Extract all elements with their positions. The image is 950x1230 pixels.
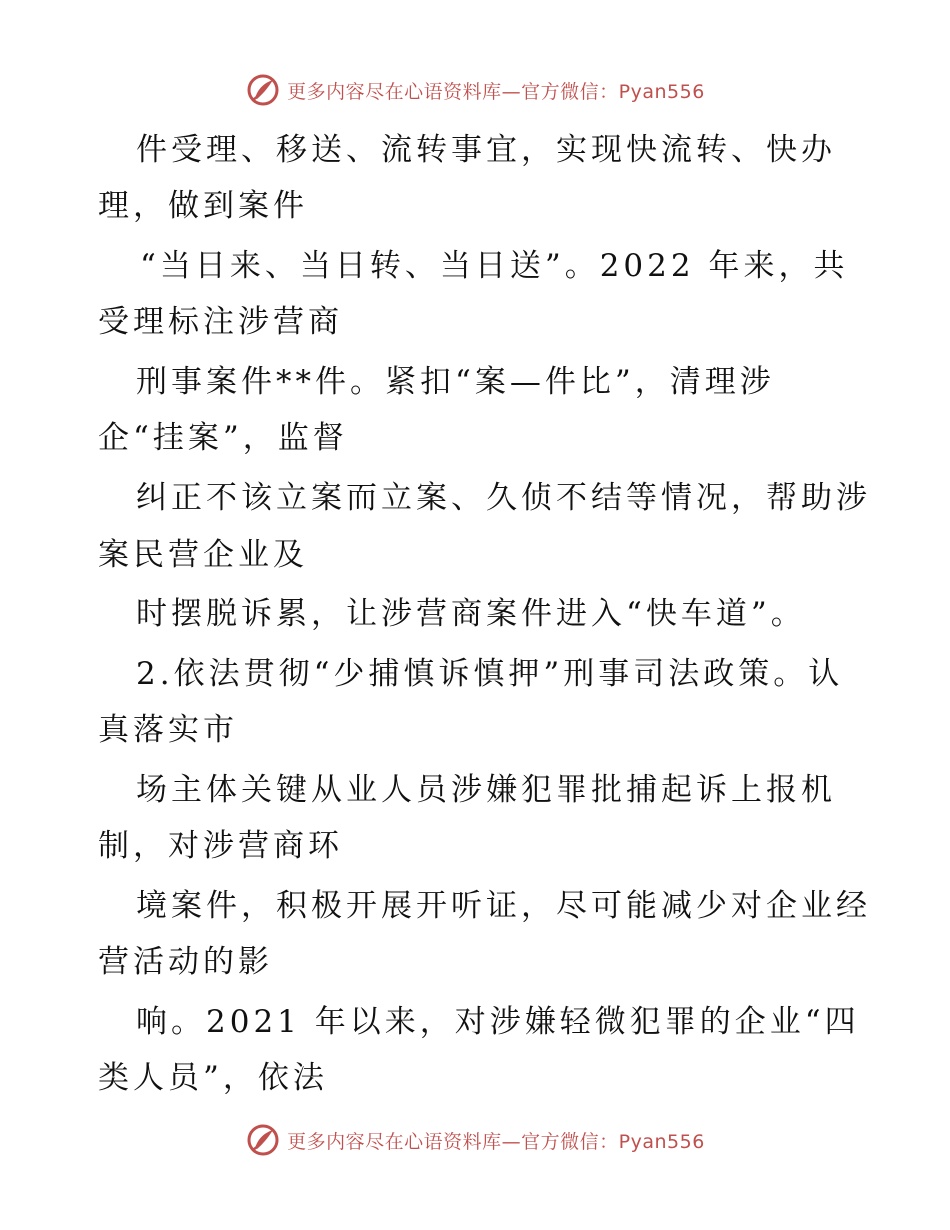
text-line: 真落实市 [98, 712, 238, 748]
footer-watermark-text: 更多内容尽在心语资料库—官方微信：Pyan556 [287, 1130, 705, 1153]
text-line: 制，对涉营商环 [98, 828, 343, 864]
text-line: 理，做到案件 [98, 188, 308, 224]
text-line: 企“挂案”，监督 [98, 420, 348, 456]
text-line: 类人员”，依法 [98, 1060, 328, 1096]
text-line: 刑事案件**件。紧扣“案—件比”，清理涉 [136, 364, 775, 400]
footer-watermark-banner [0, 1120, 950, 1160]
text-line: 境案件，积极开展开听证，尽可能减少对企业经 [136, 888, 871, 924]
text-line: 件受理、移送、流转事宜，实现快流转、快办 [136, 132, 836, 168]
header-watermark-banner [0, 70, 950, 110]
text-line: 时摆脱诉累，让涉营商案件进入“快车道”。 [136, 596, 806, 632]
text-line: 受理标注涉营商 [98, 304, 343, 340]
pen-nib-swirl-icon [245, 72, 281, 108]
text-line: 2.依法贯彻“少捕慎诉慎押”刑事司法政策。认 [136, 656, 844, 692]
text-line: 纠正不该立案而立案、久侦不结等情况，帮助涉 [136, 480, 871, 516]
text-line: 案民营企业及 [98, 537, 308, 573]
text-line: 营活动的影 [98, 944, 273, 980]
text-line: 场主体关键从业人员涉嫌犯罪批捕起诉上报机 [136, 772, 836, 808]
pen-nib-swirl-icon [245, 1122, 281, 1158]
header-watermark-text: 更多内容尽在心语资料库—官方微信：Pyan556 [287, 80, 705, 103]
text-line: “当日来、当日转、当日送”。2022 年来，共 [140, 248, 849, 284]
text-line: 响。2021 年以来，对涉嫌轻微犯罪的企业“四 [136, 1004, 860, 1040]
